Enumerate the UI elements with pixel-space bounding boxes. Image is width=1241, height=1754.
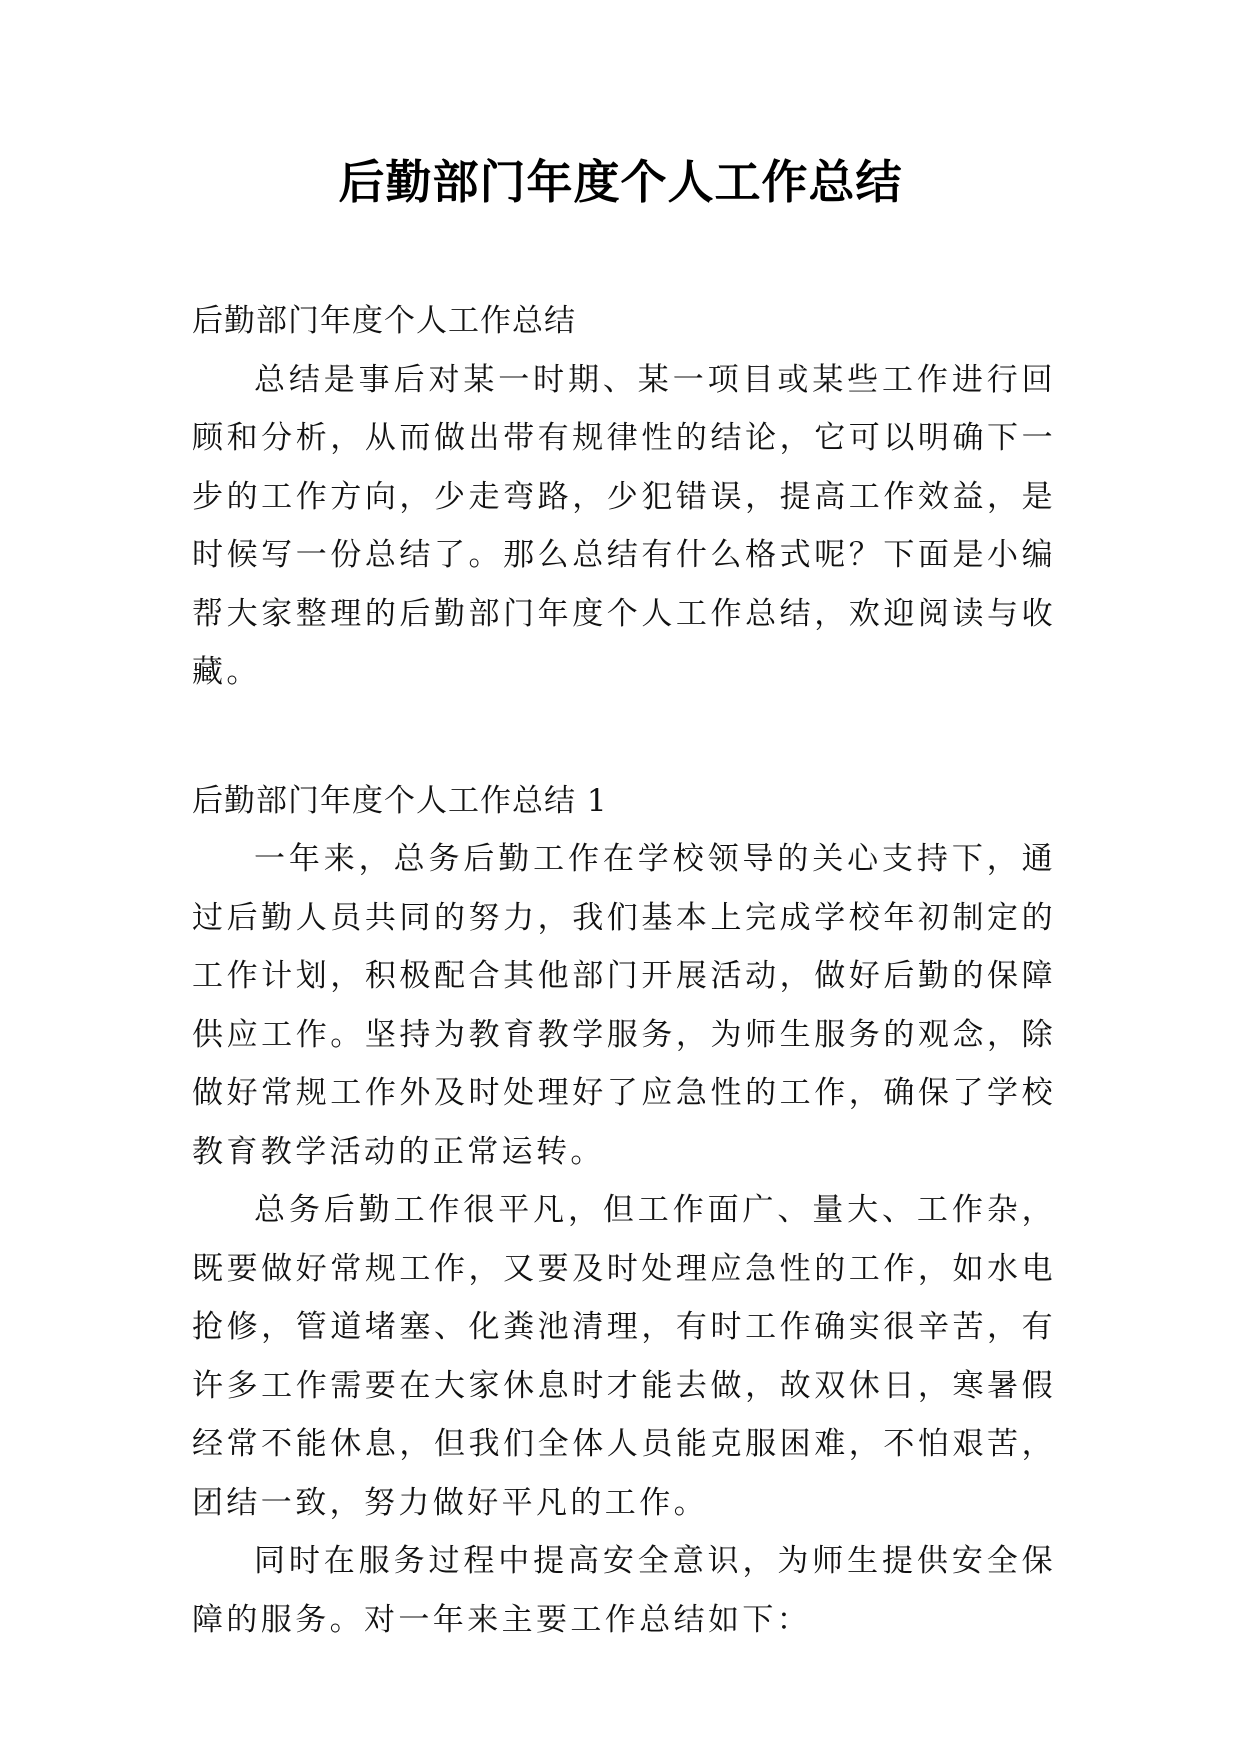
document-body [192, 292, 1056, 1649]
section-1-paragraph-1: 一年来，总务后勤工作在学校领导的关心支持下，通过后勤人员共同的努力，我们基本上完成学校年初制定的工作计划，积极配合其他部门开展活动，做好后勤的保障供应工作。坚持为教育教学服务，为师生服务的观念，除做好常规工作外及时处理好了应急性的工作，确保了学校教育教学活动的正常运转。 [192, 841, 1056, 1170]
section-1-paragraph-2: 总务后勤工作很平凡，但工作面广、量大、工作杂，既要做好常规工作，又要及时处理应急性的工作，如水电抢修，管道堵塞、化粪池清理，有时工作确实很辛苦，有许多工作需要在大家休息时才能去做，故双休日，寒暑假经常不能休息，但我们全体人员能克服困难，不怕艰苦，团结一致，努力做好平凡的工作。 [192, 1192, 1056, 1521]
section-1-heading: 后勤部门年度个人工作总结 1 [192, 782, 608, 819]
section-1-paragraph-3: 同时在服务过程中提高安全意识，为师生提供安全保障的服务。对一年来主要工作总结如下： [192, 1543, 1056, 1638]
intro-paragraph: 总结是事后对某一时期、某一项目或某些工作进行回顾和分析，从而做出带有规律性的结论，它可以明确下一步的工作方向，少走弯路，少犯错误，提高工作效益，是时候写一份总结了。那么总结有什么格式呢？下面是小编帮大家整理的后勤部门年度个人工作总结，欢迎阅读与收藏。 [192, 361, 1056, 690]
intro-heading: 后勤部门年度个人工作总结 [192, 303, 576, 339]
document-title: 后勤部门年度个人工作总结 [338, 155, 903, 209]
section-spacer [192, 702, 1056, 772]
